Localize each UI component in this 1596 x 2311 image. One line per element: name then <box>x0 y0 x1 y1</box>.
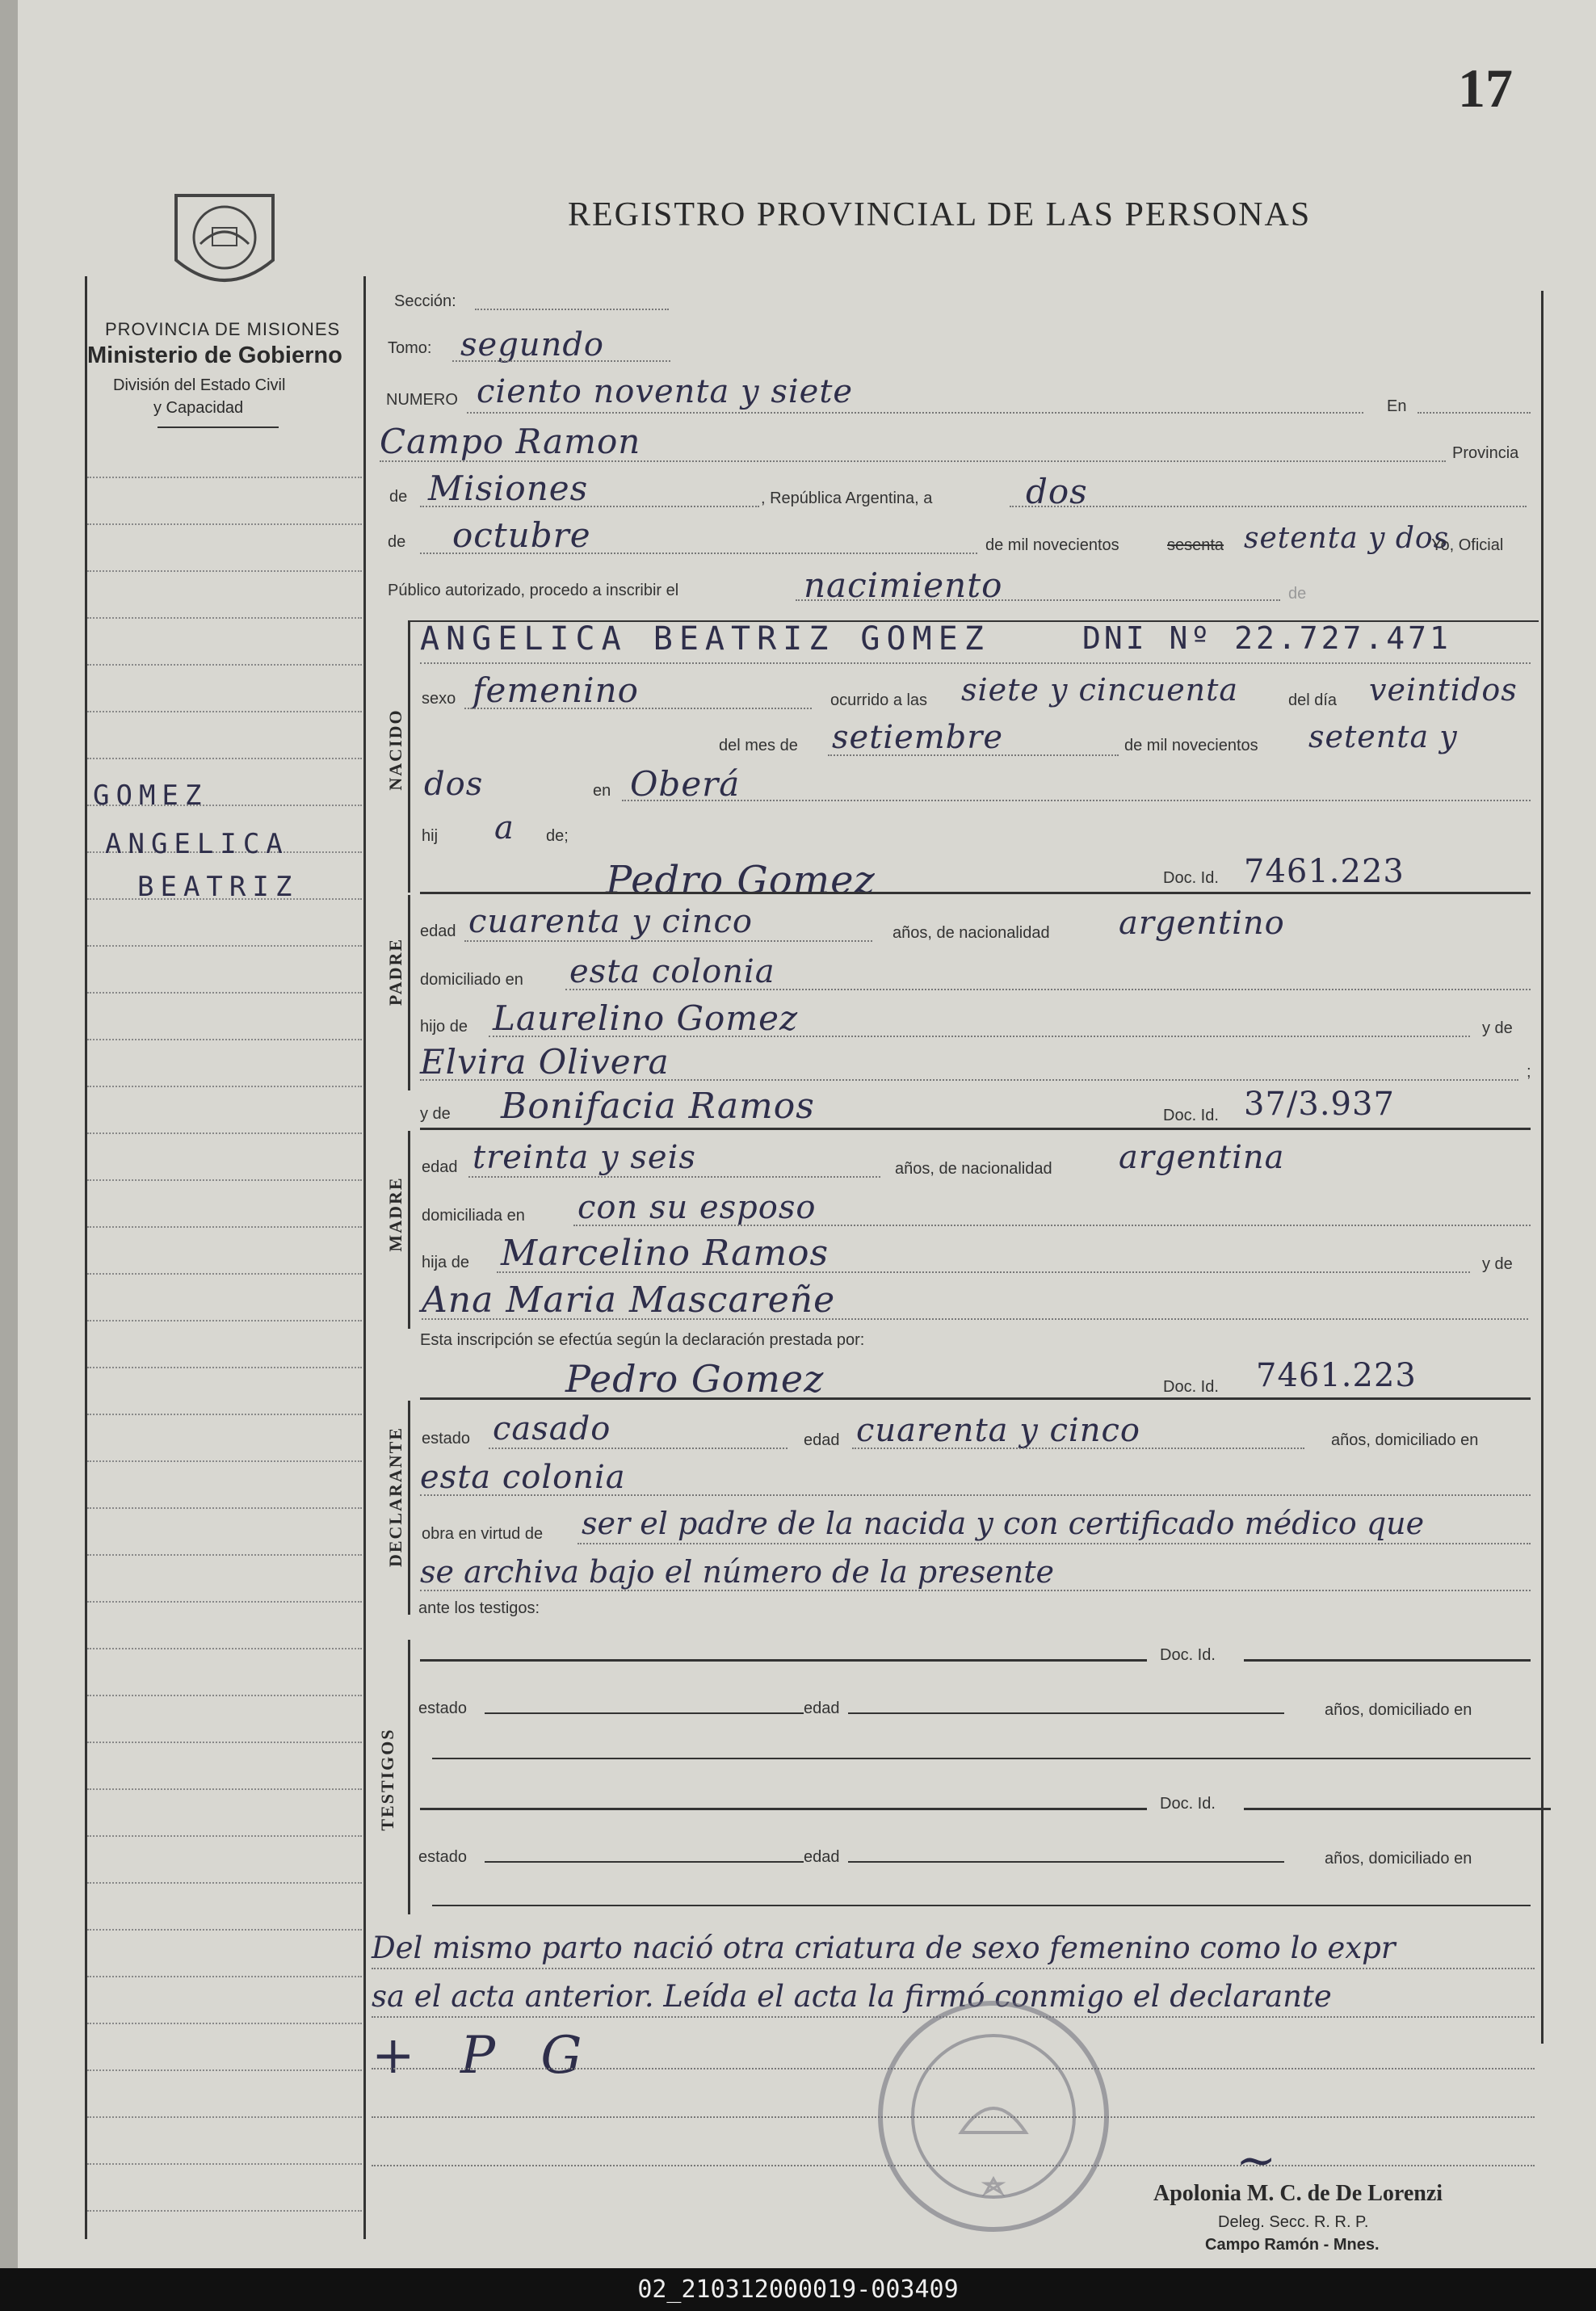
sexo-line <box>464 708 812 709</box>
en-label: En <box>1387 397 1407 415</box>
padre-hijo-line <box>489 1036 1470 1037</box>
margin-rule <box>87 1929 362 1931</box>
de-mil-nov-label: de mil novecientos <box>1124 737 1258 754</box>
margin-rule <box>87 1414 362 1415</box>
seccion-label: Sección: <box>394 292 456 310</box>
padre-edad-line <box>464 940 872 942</box>
padre-doc-label: Doc. Id. <box>1163 869 1219 887</box>
madre-border <box>408 1131 410 1329</box>
form-border-right <box>1541 291 1544 2044</box>
testigo1-edad-line <box>848 1712 1284 1714</box>
de-label: de <box>389 488 408 506</box>
firma-declarante: + P G <box>372 2026 597 2086</box>
sexo-label: sexo <box>422 690 456 708</box>
hij-suffix-value: a <box>494 809 514 847</box>
margin-rule <box>87 1179 362 1181</box>
dia-line <box>1010 506 1527 507</box>
ante-label: ante los testigos: <box>418 1599 540 1617</box>
testigo2-edad-line <box>848 1861 1284 1863</box>
page-number: 17 <box>1458 57 1513 119</box>
mes-value: octubre <box>452 515 591 555</box>
madre-y-de-label: y de <box>420 1105 451 1123</box>
dia-nac-value: veintidos <box>1369 672 1518 708</box>
declarante-domicilio-line <box>420 1494 1531 1496</box>
testigo1-anios-label: años, domiciliado en <box>1325 1701 1472 1719</box>
dni-value: DNI Nº 22.727.471 <box>1082 620 1451 656</box>
declarante-nombre-value: Pedro Gomez <box>565 1357 825 1401</box>
margin-note-surname: GOMEZ <box>93 779 208 812</box>
numero-value: ciento noventa y siete <box>477 373 854 410</box>
declarante-doc-label: Doc. Id. <box>1163 1378 1219 1396</box>
testigo2-doc-label: Doc. Id. <box>1160 1795 1216 1813</box>
testigo2-anios-label: años, domiciliado en <box>1325 1850 1472 1868</box>
yo-oficial-label: Yo, Oficial <box>1431 536 1504 554</box>
tomo-line <box>452 360 670 362</box>
madre-edad-label: edad <box>422 1158 458 1176</box>
margin-rule <box>87 758 362 759</box>
nota-line-2: sa el acta anterior. Leída el acta la firmó conmigo el declarante <box>372 1979 1332 2014</box>
madre-nacionalidad-value: argentina <box>1119 1139 1285 1176</box>
margin-rule <box>87 992 362 994</box>
margin-rule <box>87 2069 362 2071</box>
tomo-label: Tomo: <box>388 339 432 357</box>
del-dia-label: del día <box>1288 691 1338 709</box>
header-rule <box>158 426 279 428</box>
testigo2-domicilio-line <box>432 1905 1531 1906</box>
madre-divider <box>420 1128 1531 1130</box>
margin-rule <box>87 570 362 572</box>
provincia-value: Misiones <box>428 469 589 508</box>
testigo1-domicilio-line <box>432 1758 1531 1759</box>
anio-nac-value-2: dos <box>424 766 484 803</box>
margin-rule <box>87 1273 362 1275</box>
madre-edad-line <box>468 1176 880 1178</box>
declarante-estado-value: casado <box>493 1410 611 1448</box>
page-edge <box>0 0 18 2268</box>
padre-y-de-label: y de <box>1482 1019 1513 1037</box>
lugar-nac-value: Oberá <box>630 764 741 804</box>
padre-divider <box>420 892 1531 894</box>
nota-rule-1 <box>372 1968 1535 1969</box>
lugar-value: Campo Ramon <box>380 422 641 461</box>
margin-rule <box>87 945 362 947</box>
margin-rule <box>87 1648 362 1649</box>
testigo2-estado-line <box>485 1861 804 1863</box>
padre-madre-line <box>420 1079 1518 1081</box>
madre-anios-label: años, de nacionalidad <box>895 1160 1052 1178</box>
padre-doc-value: 7461.223 <box>1244 853 1405 890</box>
sesenta-strikethrough: sesenta <box>1167 536 1224 554</box>
oficial-cargo: Deleg. Secc. R. R. P. <box>1218 2213 1369 2231</box>
margin-rule <box>87 1507 362 1509</box>
testigo1-edad-label: edad <box>804 1700 840 1717</box>
padre-anios-label: años, de nacionalidad <box>892 924 1050 942</box>
testigo1-name-line <box>420 1659 1147 1662</box>
declarante-edad-line <box>852 1448 1304 1449</box>
madre-doc-value: 37/3.937 <box>1244 1086 1395 1123</box>
margin-border-right <box>363 276 366 2239</box>
footer-image-id: 02_210312000019-003409 <box>0 2268 1596 2311</box>
declarante-estado-label: estado <box>422 1430 471 1448</box>
testigo2-estado-label: estado <box>418 1848 468 1866</box>
mes-nac-line <box>828 754 1119 756</box>
madre-section-label: MADRE <box>385 1176 405 1252</box>
numero-label: NUMERO <box>386 391 458 409</box>
testigo1-estado-label: estado <box>418 1700 468 1717</box>
de-label-3: de <box>1288 585 1307 603</box>
testigo1-doc-label: Doc. Id. <box>1160 1646 1216 1664</box>
numero-line <box>467 412 1363 414</box>
padre-edad-label: edad <box>420 922 456 940</box>
mes-nac-value: setiembre <box>832 719 1004 756</box>
margin-rule <box>87 1882 362 1884</box>
padre-nombre-value: Pedro Gomez <box>606 858 876 903</box>
declarante-anios-label: años, domiciliado en <box>1331 1431 1479 1449</box>
margin-rule <box>87 2116 362 2118</box>
margin-rule <box>87 1086 362 1087</box>
madre-domicilio-line <box>573 1225 1531 1226</box>
lugar-nac-line <box>622 800 1531 801</box>
nacido-section-label: NACIDO <box>385 708 405 791</box>
obra-label: obra en virtud de <box>422 1525 544 1543</box>
margin-rule <box>87 1835 362 1837</box>
testigo2-doc-line <box>1244 1808 1551 1810</box>
province-seal-icon <box>168 179 281 300</box>
madre-nombre-value: Bonifacia Ramos <box>501 1086 815 1127</box>
testigo1-estado-line <box>485 1712 804 1714</box>
margin-rule <box>87 2023 362 2024</box>
division-label-2: y Capacidad <box>153 399 244 417</box>
padre-border <box>408 895 410 1090</box>
padre-section-label: PADRE <box>385 937 405 1006</box>
madre-hija-line <box>497 1271 1470 1273</box>
padre-semicolon: ; <box>1527 1063 1531 1081</box>
hora-value: siete y cincuenta <box>961 672 1239 708</box>
en-line <box>1418 412 1531 414</box>
testigo2-name-line <box>420 1808 1147 1810</box>
acto-value: nacimiento <box>804 565 1003 605</box>
margin-rule <box>87 1367 362 1368</box>
anio-value: setenta y dos <box>1244 522 1450 555</box>
anio-nac-value: setenta y <box>1308 719 1458 754</box>
obra-line-1 <box>578 1543 1531 1544</box>
declarante-section-label: DECLARANTE <box>385 1426 405 1568</box>
padre-domicilio-line <box>565 989 1531 990</box>
nacido-border <box>408 620 410 893</box>
margin-rule <box>87 1039 362 1040</box>
margin-rule <box>87 1788 362 1790</box>
declarante-edad-value: cuarenta y cinco <box>856 1412 1140 1449</box>
de-label-2: de <box>388 533 406 551</box>
madre-hija-label: hija de <box>422 1254 469 1271</box>
margin-rule <box>87 711 362 712</box>
tomo-value: segundo <box>460 326 605 363</box>
obra-value-1: ser el padre de la nacida y con certificado médico que <box>582 1506 1425 1541</box>
document-title: REGISTRO PROVINCIAL DE LAS PERSONAS <box>568 196 1312 233</box>
declarante-divider <box>420 1397 1531 1400</box>
margin-rule <box>87 1320 362 1321</box>
margin-rule <box>87 1460 362 1462</box>
official-stamp-icon <box>872 1995 1115 2237</box>
nombre-value: ANGELICA BEATRIZ GOMEZ <box>420 620 990 658</box>
declarante-edad-label: edad <box>804 1431 840 1449</box>
margin-rule <box>87 523 362 525</box>
en-lugar-label: en <box>593 782 611 800</box>
padre-madre-value: Elvira Olivera <box>420 1042 670 1082</box>
margin-rule <box>87 1601 362 1603</box>
margin-rule <box>87 1976 362 1977</box>
dia-value: dos <box>1026 472 1088 511</box>
margin-rule <box>87 1554 362 1556</box>
padre-nacionalidad-value: argentino <box>1119 905 1285 942</box>
margin-rule <box>87 1132 362 1134</box>
padre-hijo-label: hijo de <box>420 1018 468 1036</box>
hij-label: hij <box>422 827 439 845</box>
margin-rule <box>87 2163 362 2165</box>
de-colon-label: de; <box>546 827 569 845</box>
publico-label: Público autorizado, procedo a inscribir el <box>388 582 679 599</box>
madre-y-de-label-2: y de <box>1482 1255 1513 1273</box>
padre-padre-value: Laurelino Gomez <box>493 998 799 1038</box>
division-label: División del Estado Civil <box>113 376 286 394</box>
ministry-label: Ministerio de Gobierno <box>87 342 342 368</box>
testigos-border <box>408 1640 410 1914</box>
ocurrido-label: ocurrido a las <box>830 691 928 709</box>
margin-rule <box>87 1742 362 1743</box>
margin-rule <box>87 664 362 666</box>
sexo-value: femenino <box>472 670 639 710</box>
de-mil-label: de mil novecientos <box>985 536 1119 554</box>
madre-madre-line <box>422 1318 1528 1320</box>
oficial-signature-mark: ~ <box>1236 2132 1278 2189</box>
seccion-line <box>475 309 669 310</box>
nombre-line <box>420 662 1531 664</box>
madre-doc-label: Doc. Id. <box>1163 1107 1219 1124</box>
declarante-doc-value: 7461.223 <box>1256 1357 1417 1394</box>
inscripcion-label: Esta inscripción se efectúa según la declaración prestada por: <box>420 1331 865 1349</box>
provincia-label: Provincia <box>1452 444 1519 462</box>
lugar-line <box>380 460 1446 462</box>
declarante-border <box>408 1401 410 1615</box>
madre-domicilio-label: domiciliada en <box>422 1207 525 1225</box>
declarante-domicilio-value: esta colonia <box>420 1459 626 1496</box>
testigos-section-label: TESTIGOS <box>377 1728 397 1831</box>
madre-padre-value: Marcelino Ramos <box>501 1233 830 1274</box>
province-label: PROVINCIA DE MISIONES <box>105 319 341 339</box>
margin-rule <box>87 1226 362 1228</box>
mes-line <box>420 553 977 554</box>
nota-line-1: Del mismo parto nació otra criatura de sexo femenino como lo expr <box>372 1931 1396 1965</box>
oficial-name: Apolonia M. C. de De Lorenzi <box>1153 2181 1443 2206</box>
testigo1-doc-line <box>1244 1659 1531 1662</box>
oficial-lugar: Campo Ramón - Mnes. <box>1205 2236 1380 2254</box>
acto-line <box>796 599 1280 601</box>
padre-edad-value: cuarenta y cinco <box>468 903 753 940</box>
padre-domicilio-label: domiciliado en <box>420 971 523 989</box>
republica-label: , República Argentina, a <box>761 490 933 507</box>
margin-note-name-2: BEATRIZ <box>137 871 299 903</box>
provincia-line <box>420 506 759 507</box>
madre-edad-value: treinta y seis <box>472 1139 696 1176</box>
obra-value-2: se archiva bajo el número de la presente <box>420 1554 1055 1590</box>
declarante-estado-line <box>489 1448 788 1449</box>
del-mes-label: del mes de <box>719 737 798 754</box>
margin-rule <box>87 477 362 478</box>
margin-note-name: ANGELICA <box>105 828 289 860</box>
margin-rule <box>87 2210 362 2212</box>
margin-rule <box>87 617 362 619</box>
margin-rule <box>87 1695 362 1696</box>
obra-line-2 <box>420 1590 1531 1591</box>
padre-domicilio-value: esta colonia <box>569 953 775 990</box>
madre-madre-value: Ana Maria Mascareñe <box>422 1279 836 1321</box>
madre-domicilio-value: con su esposo <box>578 1189 817 1226</box>
testigo2-edad-label: edad <box>804 1848 840 1866</box>
